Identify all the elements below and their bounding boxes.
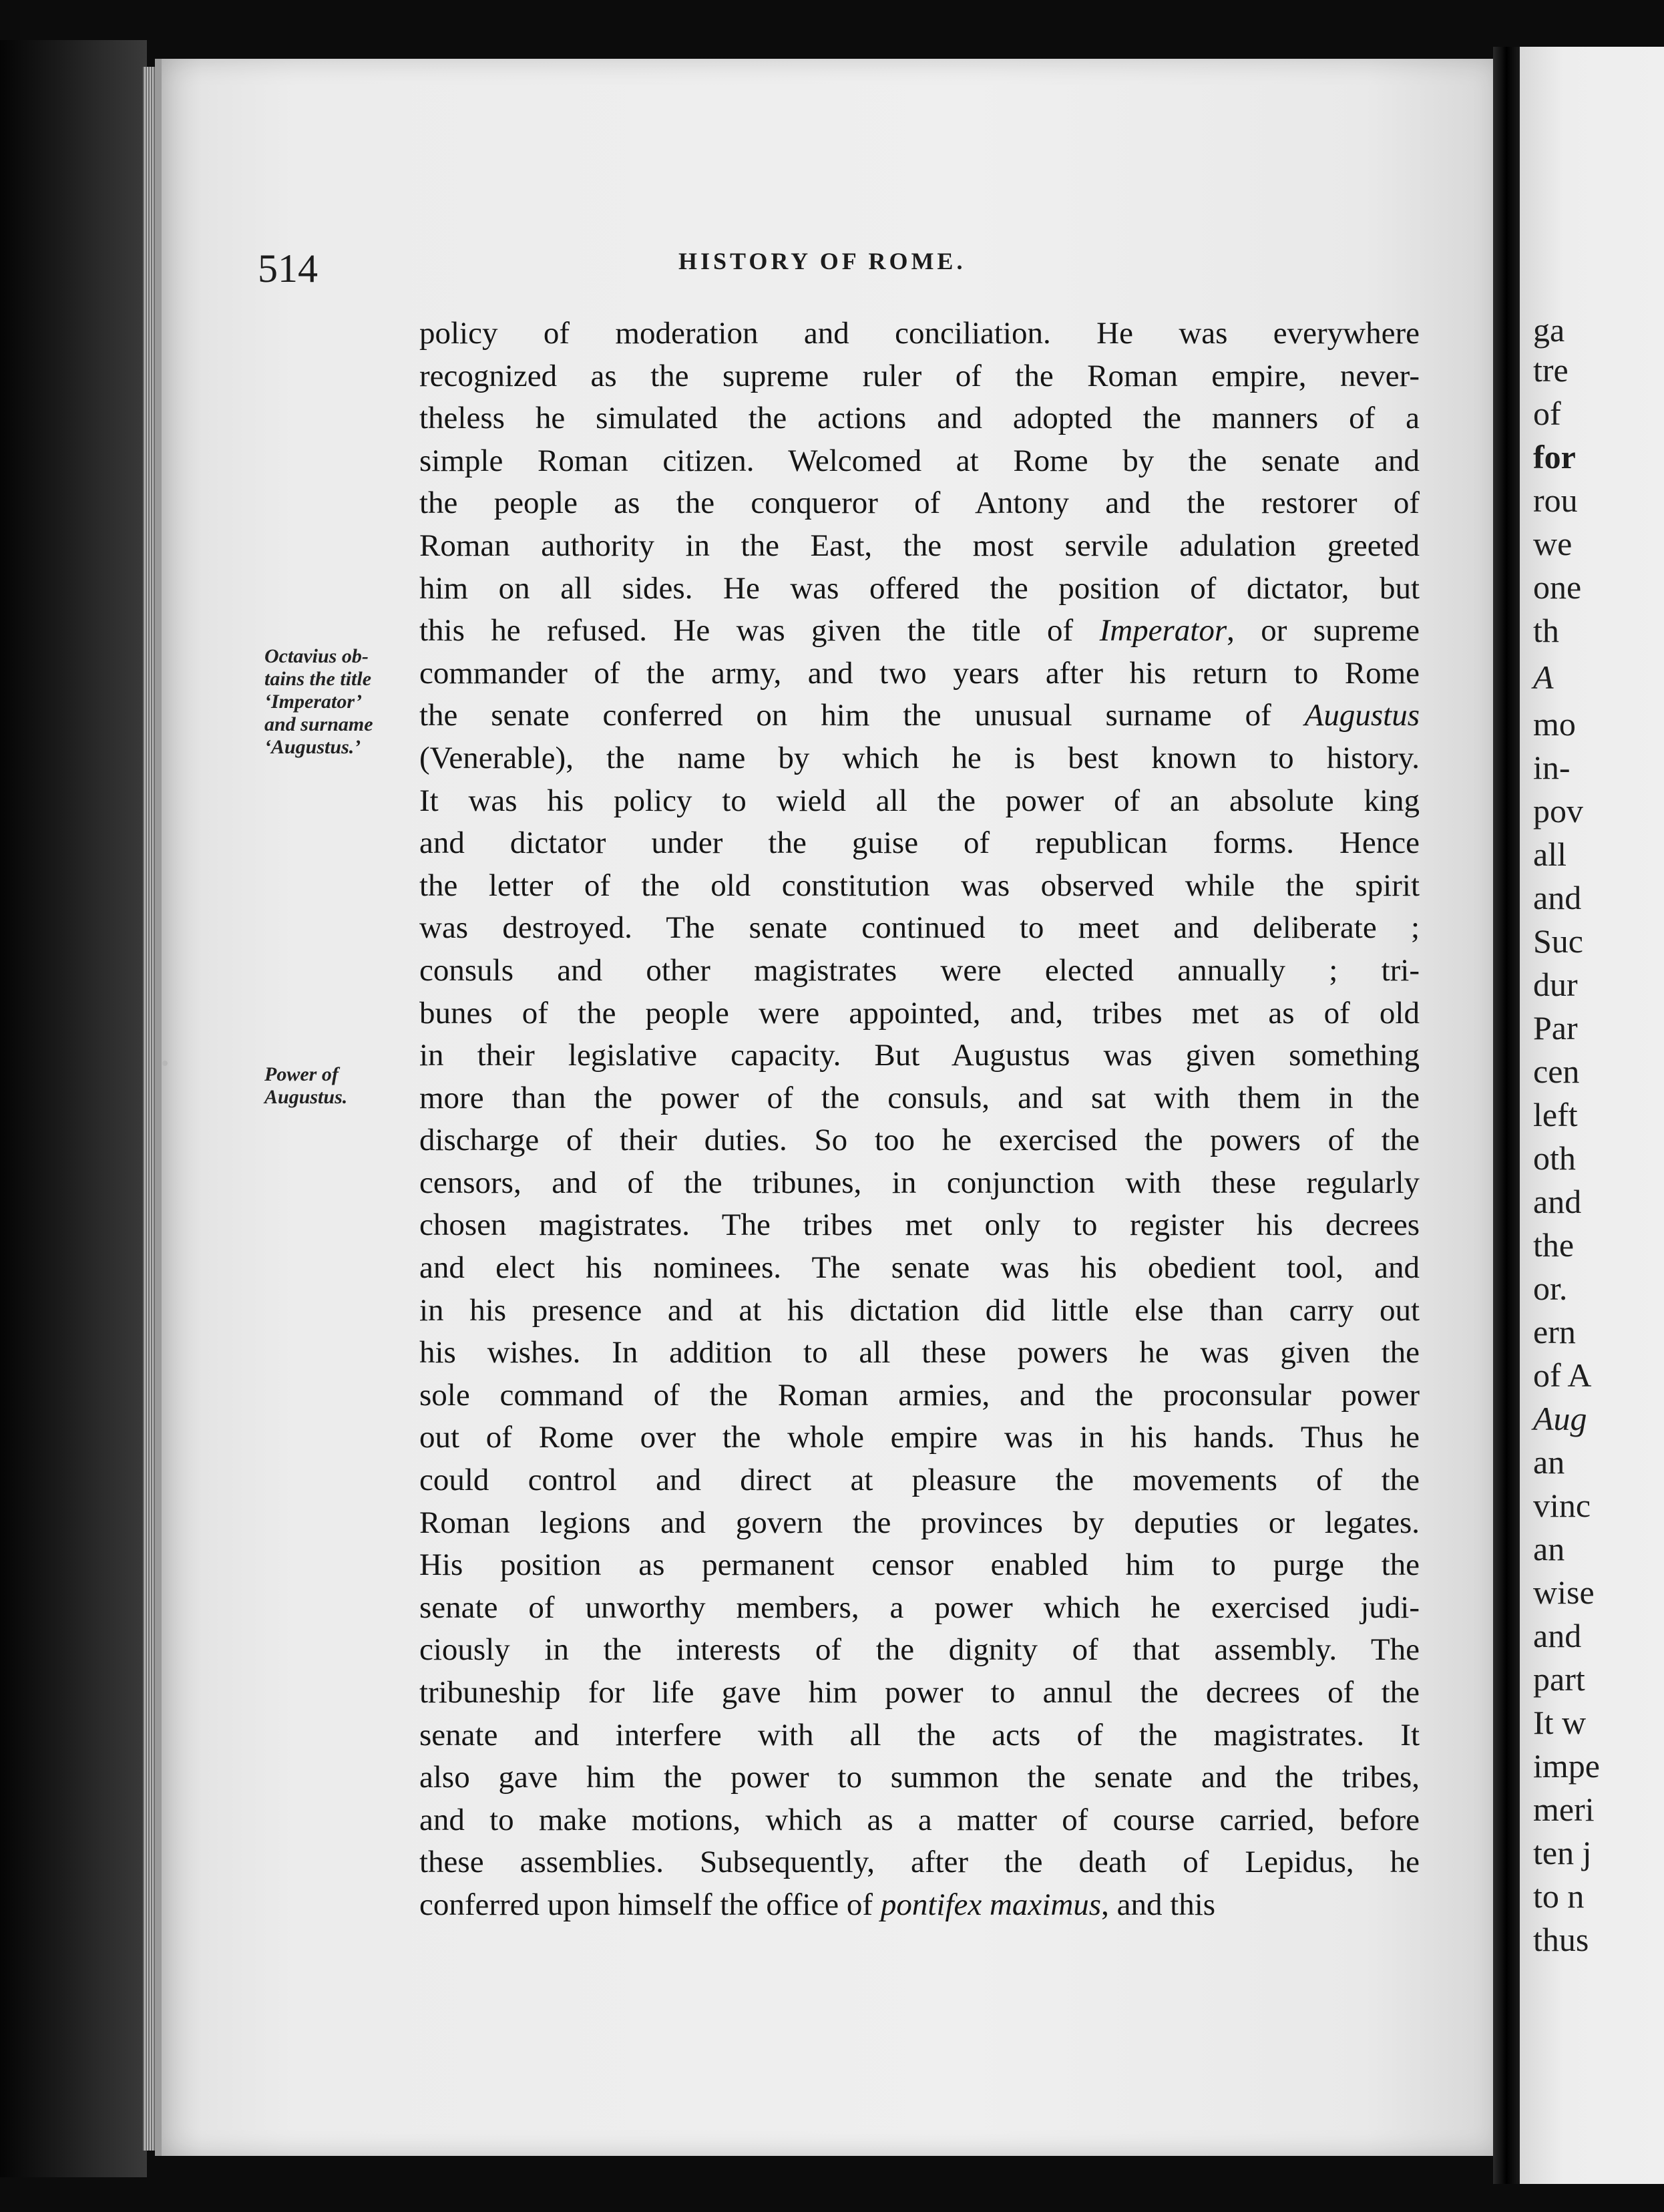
body-line: senate of unworthy members, a power which he exercised judi-: [419, 1590, 1420, 1625]
page-number: 514: [258, 246, 318, 291]
facing-page-line: ern: [1533, 1313, 1576, 1350]
body-line: the senate conferred on him the unusual surname of Augustus: [419, 698, 1420, 733]
facing-page-line: th: [1533, 612, 1559, 649]
facing-page-line: Suc: [1533, 922, 1583, 960]
facing-page-line: dur: [1533, 966, 1578, 1003]
book-spine-shadow: [0, 40, 147, 2177]
body-line: more than the power of the consuls, and sat with them in the: [419, 1080, 1420, 1115]
facing-page-line: oth: [1533, 1139, 1576, 1177]
facing-page-line: an: [1533, 1443, 1565, 1481]
body-line: was destroyed. The senate continued to meet and deliberate ;: [419, 910, 1420, 946]
body-line: and to make motions, which as a matter of course carried, before: [419, 1802, 1420, 1837]
facing-page-line: Aug: [1533, 1400, 1587, 1437]
body-line: could control and direct at pleasure the movements of the: [419, 1463, 1420, 1498]
body-line: commander of the army, and two years after his return to Rome: [419, 655, 1420, 691]
body-line: censors, and of the tribunes, in conjunction with these regularly: [419, 1165, 1420, 1200]
facing-page-line: wise: [1533, 1574, 1595, 1611]
facing-page-line: and: [1533, 879, 1582, 916]
body-line: policy of moderation and conciliation. He was everywhere: [419, 316, 1420, 351]
italic-term: Augustus: [1304, 698, 1420, 733]
body-line: conferred upon himself the office of pontifex maximus, and this: [419, 1887, 1216, 1922]
facing-page-line: pov: [1533, 792, 1583, 830]
body-line: the letter of the old constitution was observed while the spirit: [419, 868, 1420, 903]
facing-page-line: thus: [1533, 1921, 1589, 1958]
facing-page-line: meri: [1533, 1791, 1595, 1828]
facing-page-line: Par: [1533, 1009, 1578, 1047]
italic-term: Imperator: [1099, 613, 1227, 649]
facing-page-line: left: [1533, 1096, 1578, 1133]
body-line: recognized as the supreme ruler of the Roman empire, never-: [419, 358, 1420, 393]
facing-page-line: ga: [1533, 311, 1565, 349]
facing-page-line: to n: [1533, 1877, 1585, 1915]
body-line: bunes of the people were appointed, and, tribes met as of old: [419, 995, 1420, 1031]
body-line: senate and interfere with all the acts of the magistrates. It: [419, 1717, 1420, 1753]
facing-page-line: vinc: [1533, 1487, 1591, 1524]
facing-page-line: in-: [1533, 749, 1571, 786]
facing-page-line: all: [1533, 836, 1567, 873]
margin-note-line: Octavius ob-: [264, 645, 369, 667]
margin-note-line: Power of: [264, 1063, 339, 1085]
body-line: His position as permanent censor enabled him to purge the: [419, 1547, 1420, 1583]
body-line: simple Roman citizen. Welcomed at Rome by the senate and: [419, 443, 1420, 478]
body-line: discharge of their duties. So too he exercised the powers of the: [419, 1123, 1420, 1158]
scan-speck: [162, 1061, 168, 1066]
body-text-block: [419, 313, 1420, 1927]
body-line: chosen magistrates. The tribes met only to register his decrees: [419, 1208, 1420, 1243]
margin-note-line: ‘Imperator’: [264, 691, 363, 713]
body-line: in his presence and at his dictation did little else than carry out: [419, 1292, 1420, 1328]
facing-page-line: and: [1533, 1183, 1582, 1220]
body-line: and dictator under the guise of republican forms. Hence: [419, 825, 1420, 861]
body-line: (Venerable), the name by which he is best known to history.: [419, 740, 1420, 775]
body-line: his wishes. In addition to all these powers he was given the: [419, 1335, 1420, 1370]
body-line: this he refused. He was given the title of Imperator, or supreme: [419, 613, 1420, 649]
facing-page-line: mo: [1533, 705, 1576, 743]
italic-term: pontifex maximus: [880, 1887, 1102, 1922]
body-line: Roman authority in the East, the most servile adulation greeted: [419, 528, 1420, 563]
body-line: tribuneship for life gave him power to annul the decrees of the: [419, 1675, 1420, 1710]
body-line: consuls and other magistrates were elected annually ; tri-: [419, 952, 1420, 988]
facing-page-fragment: [1520, 47, 1664, 2184]
facing-page-line: A: [1533, 659, 1554, 696]
body-line: these assemblies. Subsequently, after the death of Lepidus, he: [419, 1845, 1420, 1880]
facing-page-line: and: [1533, 1617, 1582, 1654]
facing-page-line: for: [1533, 438, 1576, 476]
margin-note-line: Augustus.: [264, 1086, 348, 1108]
facing-page-line: ten j: [1533, 1834, 1592, 1871]
body-line: theless he simulated the actions and adopted the manners of a: [419, 401, 1420, 436]
facing-page-line: It w: [1533, 1704, 1587, 1741]
facing-page-line: of A: [1533, 1356, 1592, 1394]
body-line: sole command of the Roman armies, and the proconsular power: [419, 1377, 1420, 1413]
facing-page-line: tre: [1533, 351, 1569, 389]
margin-note-power-of-augustus: [264, 1063, 425, 1109]
facing-page-line: an: [1533, 1530, 1565, 1568]
body-line: It was his policy to wield all the power of an absolute king: [419, 783, 1420, 818]
book-gutter: [1493, 47, 1520, 2184]
margin-note-line: ‘Augustus.’: [264, 736, 361, 758]
margin-note-line: tains the title: [264, 668, 372, 690]
body-line: Roman legions and govern the provinces by deputies or legates.: [419, 1505, 1420, 1540]
margin-note-line: and surname: [264, 713, 373, 735]
facing-page-line: we: [1533, 525, 1573, 562]
facing-page-line: or.: [1533, 1270, 1568, 1307]
body-line: in their legislative capacity. But Augustus was given something: [419, 1038, 1420, 1073]
facing-page-line: impe: [1533, 1747, 1600, 1785]
body-line: the people as the conqueror of Antony and the restorer of: [419, 486, 1420, 521]
body-line: and elect his nominees. The senate was his obedient tool, and: [419, 1250, 1420, 1286]
running-head: HISTORY OF ROME.: [678, 248, 966, 274]
facing-page-line: the: [1533, 1226, 1575, 1264]
facing-page-line: one: [1533, 568, 1582, 606]
body-line: him on all sides. He was offered the position of dictator, but: [419, 570, 1420, 606]
margin-note-octavius-title: [264, 645, 425, 759]
facing-page-line: cen: [1533, 1053, 1580, 1090]
facing-page-line: rou: [1533, 482, 1578, 519]
body-line: out of Rome over the whole empire was in his hands. Thus he: [419, 1420, 1420, 1455]
facing-page-line: part: [1533, 1660, 1585, 1698]
body-line: ciously in the interests of the dignity of that assembly. The: [419, 1632, 1420, 1668]
facing-page-line: of: [1533, 395, 1561, 432]
body-line: also gave him the power to summon the senate and the tribes,: [419, 1760, 1420, 1795]
